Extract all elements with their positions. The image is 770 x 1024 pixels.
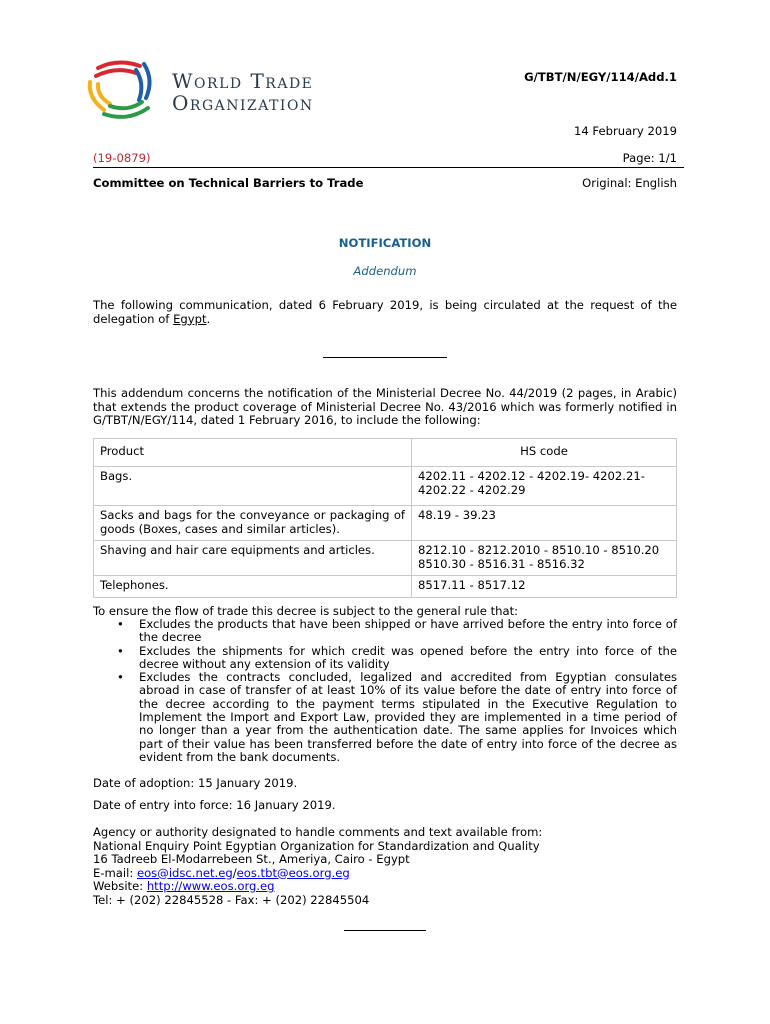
logo-line-1: World Trade [172,69,314,93]
intro-country: Egypt [173,311,207,326]
date-of-adoption: Date of adoption: 15 January 2019. [93,776,298,790]
wto-logo-icon [84,56,164,126]
addendum-subtitle: Addendum [353,264,417,278]
list-item-text: Excludes the contracts concluded, legalized and accredited from Egyptian consulates abroad in case of transfer of at least 10% of its value before the date of entry into force of the decree according to the payment terms stipulated in the Executive Regulation to Implement the Import and Export Law, provided they are implemented in a time period of no longer than a year from the authentication date. The same applies for Invoices which part of their value has been transferred before the date of entry into force of the decree as evident from the bank documents. [139,670,677,764]
intro-end: . [206,311,211,326]
agency-address: 16 Tadreeb El-Modarrebeen St., Ameriya, Cairo - Egypt [93,852,410,866]
intro-text: The following communication, dated 6 February 2019, is being circulated at the request of the delegation of [93,298,677,326]
table-row [94,576,677,598]
page-number: Page: 1/1 [622,151,677,165]
section-separator [323,357,447,358]
table-row [94,541,677,576]
exclusion-list [93,618,677,764]
bullet-icon: • [117,643,124,658]
agency-block [93,826,677,907]
table-header-hs-code: HS code [412,439,677,467]
bullet-icon: • [117,617,124,631]
date-of-entry-into-force: Date of entry into force: 16 January 2019. [93,798,336,812]
intro-paragraph [93,299,677,326]
document-reference: (19-0879) [93,151,151,165]
table-cell-hs-code: 48.19 - 39.23 [412,506,677,541]
product-table [93,438,677,598]
website-link[interactable]: http://www.eos.org.eg [146,879,275,893]
end-separator [344,930,426,931]
table-row [94,506,677,541]
agency-website-line [93,880,677,894]
website-label: Website: [93,879,147,893]
agency-name: National Enquiry Point Egyptian Organization for Standardization and Quality [93,838,540,853]
table-cell-hs-code: 8517.11 - 8517.12 [412,576,677,598]
table-cell-product: Sacks and bags for the conveyance or packaging of goods (Boxes, cases and similar articles). [94,506,412,541]
email-separator: / [232,865,237,880]
table-header-product: Product [94,439,412,467]
list-item [93,645,677,672]
addendum-paragraph: This addendum concerns the notification of the Ministerial Decree No. 44/2019 (2 pages, in Arabic) that extends the product coverage of Ministerial Decree No. 43/2016 which was formerly notified in G/TBT/N/EGY/114, dated 1 February 2016, to include the following: [93,386,677,427]
wto-logo-text [172,70,372,114]
table-cell-product: Telephones. [94,576,412,598]
table-cell-product: Bags. [94,467,412,506]
list-item-text: Excludes the shipments for which credit was opened before the entry into force of the decree without any extension of its validity [139,643,677,671]
table-header-row [94,439,677,467]
list-item-text: Excludes the products that have been shipped or have arrived before the entry into force of the decree [139,617,677,645]
table-cell-hs-code: 4202.11 - 4202.12 - 4202.19- 4202.21- 4202.22 - 4202.29 [412,467,677,506]
committee-name: Committee on Technical Barriers to Trade [93,176,364,190]
original-language: Original: English [582,176,677,190]
email-link-1[interactable]: eos@idsc.net.eg [136,865,233,880]
document-symbol: G/TBT/N/EGY/114/Add.1 [524,70,677,84]
notification-title: NOTIFICATION [338,236,432,250]
table-cell-hs-code: 8212.10 - 8212.2010 - 8510.10 - 8510.20 8510.30 - 8516.31 - 8516.32 [412,541,677,576]
agency-email-line [93,867,677,881]
list-item [93,618,677,645]
table-row [94,467,677,506]
list-item [93,671,677,764]
document-date: 14 February 2019 [573,124,677,138]
email-label: E-mail: [93,865,137,880]
agency-phone: Tel: + (202) 22845528 - Fax: + (202) 22845504 [93,892,370,907]
email-link-2[interactable]: eos.tbt@eos.org.eg [236,865,350,880]
logo-line-2: Organization [172,91,314,115]
table-cell-product: Shaving and hair care equipments and articles. [94,541,412,576]
bullet-icon: • [117,670,124,685]
agency-heading: Agency or authority designated to handle comments and text available from: [93,825,543,839]
header-rule [93,167,684,168]
rule-intro: To ensure the flow of trade this decree is subject to the general rule that: [93,604,519,618]
